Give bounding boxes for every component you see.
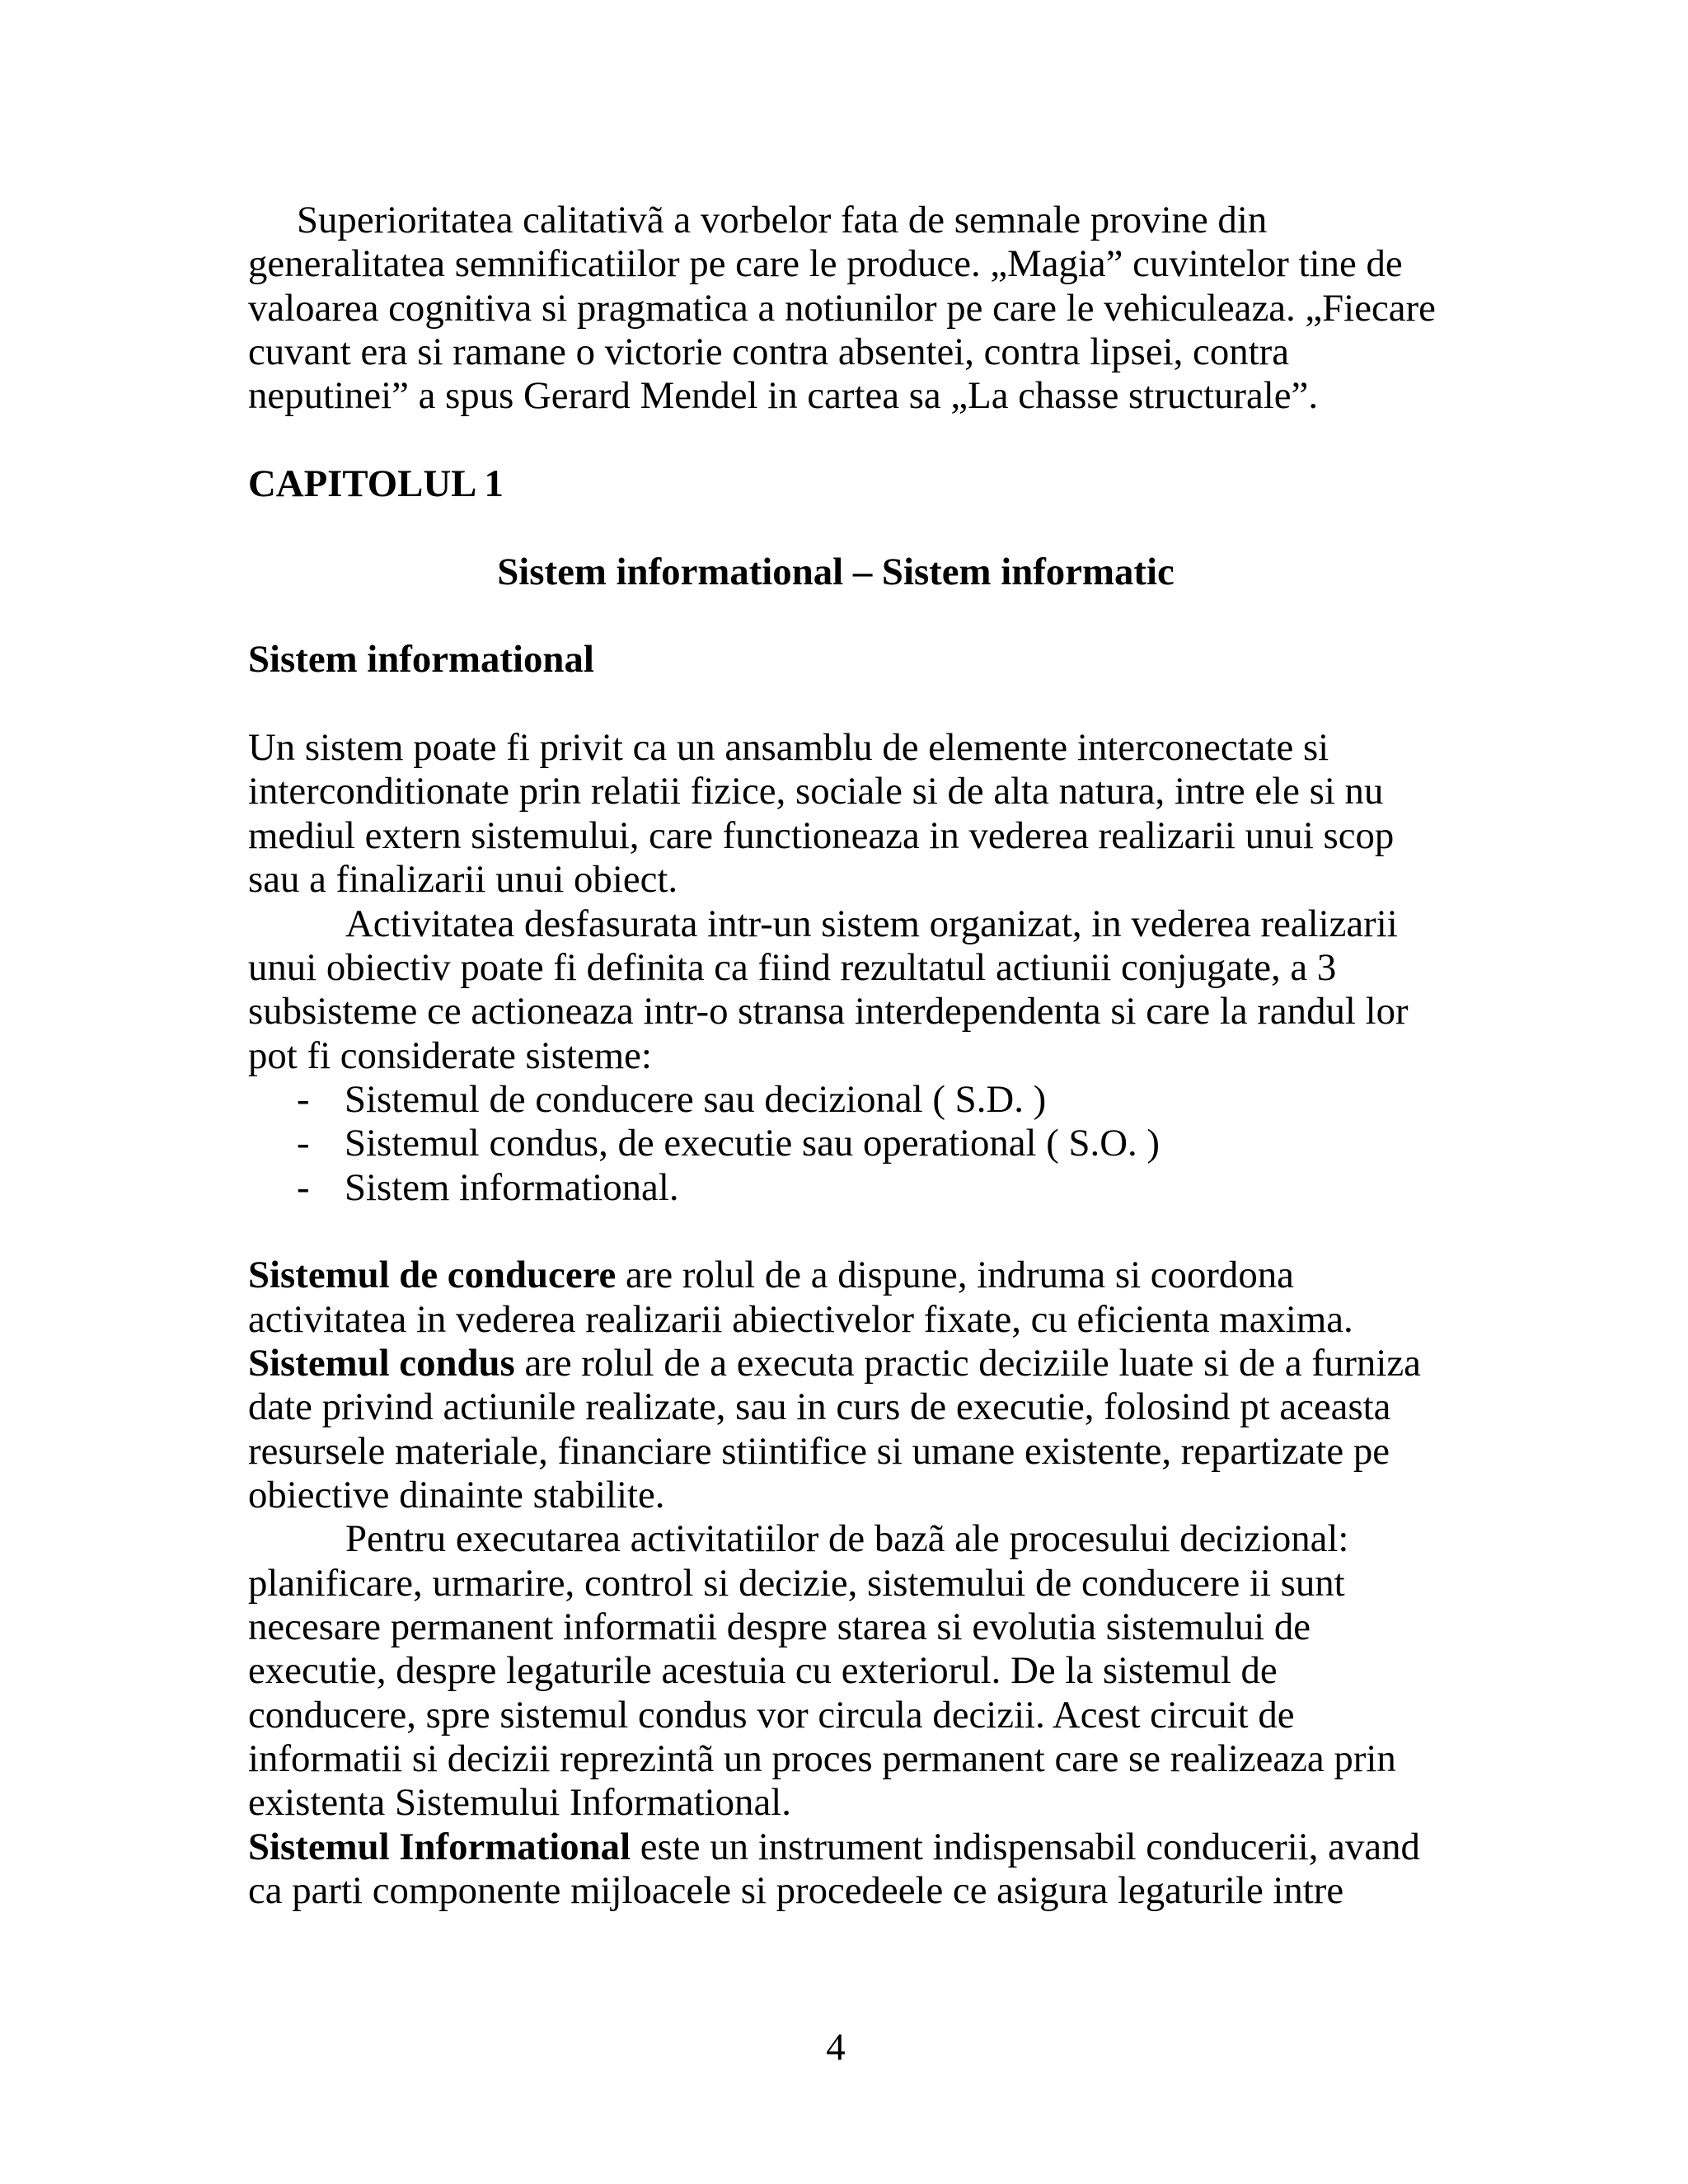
- paragraph-line: Superioritatea calitativã a vorbelor fata de semnale provine din: [297, 199, 1268, 241]
- paragraph-line: Un sistem poate fi privit ca un ansamblu de elemente interconectate si: [248, 726, 1329, 770]
- paragraph-line: informatii si decizii reprezintã un proces permanent care se realizeaza prin: [248, 1737, 1396, 1781]
- paragraph-line: valoarea cognitiva si pragmatica a notiunilor pe care le vehiculeaza. „Fiecare: [248, 286, 1436, 330]
- paragraph-line: date privind actiunile realizate, sau in curs de executie, folosind pt aceasta: [248, 1385, 1391, 1429]
- blank-line: [248, 506, 1440, 550]
- chapter-heading: CAPITOLUL 1: [248, 462, 504, 506]
- term-sistemul-condus: Sistemul condus: [248, 1341, 515, 1385]
- paragraph-line: cuvant era si ramane o victorie contra absentei, contra lipsei, contra: [248, 330, 1289, 374]
- paragraph-line: unui obiectiv poate fi definita ca fiind rezultatul actiunii conjugate, a 3: [248, 945, 1337, 989]
- paragraph-line: [248, 1825, 1440, 1869]
- paragraph-line: neputinei” a spus Gerard Mendel in cartea sa „La chasse structurale”.: [248, 374, 1319, 418]
- paragraph-line: Pentru executarea activitatiilor de bazã ale procesului decizional:: [345, 1517, 1349, 1561]
- paragraph-line: necesare permanent informatii despre starea si evolutia sistemului de: [248, 1605, 1311, 1648]
- blank-line: [248, 419, 1440, 462]
- paragraph-line: subsisteme ce actioneaza intr-o stransa interdependenta si care la randul lor: [248, 990, 1409, 1033]
- list-marker: -: [297, 1165, 310, 1209]
- line-text: are rolul de a dispune, indruma si coordona: [616, 1254, 1294, 1297]
- subsystems-list: [248, 1078, 1440, 1210]
- paragraph-line: sau a finalizarii unui obiect.: [248, 858, 678, 902]
- blank-line: [248, 1210, 1440, 1254]
- paragraph-line: existenta Sistemului Informational.: [248, 1781, 791, 1825]
- intro-paragraph: [248, 199, 1440, 419]
- list-item: [248, 1122, 1440, 1165]
- list-item-text: Sistemul de conducere sau decizional ( S.D. ): [345, 1077, 1047, 1121]
- paragraph-line: ca parti componente mijloacele si procedeele ce asigura legaturile intre: [248, 1869, 1344, 1913]
- blank-line: [248, 682, 1440, 726]
- list-marker: -: [297, 1122, 310, 1165]
- page-body: [248, 199, 1440, 1913]
- paragraph-line: resursele materiale, financiare stiintifice si umane existente, repartizate pe: [248, 1429, 1390, 1473]
- paragraph-line: Activitatea desfasurata intr-un sistem organizat, in vederea realizarii: [345, 902, 1398, 945]
- paragraph-line: mediul extern sistemului, care functioneaza in vederea realizarii unui scop: [248, 813, 1395, 857]
- list-item-text: Sistemul condus, de executie sau operational ( S.O. ): [345, 1122, 1160, 1165]
- line-text: are rolul de a executa practic deciziile luate si de a furniza: [514, 1341, 1421, 1385]
- paragraph-line: generalitatea semnificatiilor pe care le produce. „Magia” cuvintelor tine de: [248, 242, 1403, 286]
- list-item-text: Sistem informational.: [345, 1165, 679, 1209]
- activity-paragraph: [248, 902, 1440, 1078]
- paragraph-line: [248, 1254, 1440, 1297]
- paragraph-line: conducere, spre sistemul condus vor circula decizii. Acest circuit de: [248, 1693, 1295, 1736]
- term-sistemul-informational: Sistemul Informational: [248, 1825, 631, 1868]
- paragraph-line: activitatea in vederea realizarii abiectivelor fixate, cu eficienta maxima.: [248, 1297, 1353, 1341]
- paragraph-line: pot fi considerate sisteme:: [248, 1033, 652, 1077]
- page-number: 4: [826, 2026, 846, 2069]
- definition-paragraph: [248, 726, 1440, 902]
- section-title: Sistem informational – Sistem informatic: [497, 550, 1175, 593]
- paragraph-line: [248, 1342, 1440, 1385]
- blank-line: [248, 594, 1440, 638]
- list-marker: -: [297, 1077, 310, 1121]
- list-item: [248, 1078, 1440, 1122]
- paragraph-line: interconditionate prin relatii fizice, sociale si de alta natura, intre ele si nu: [248, 770, 1384, 813]
- paragraph-line: obiective dinainte stabilite.: [248, 1473, 665, 1516]
- paragraph-line: executie, despre legaturile acestuia cu exteriorul. De la sistemul de: [248, 1649, 1278, 1693]
- roles-paragraph: [248, 1254, 1440, 1517]
- informational-paragraph: [248, 1825, 1440, 1914]
- process-paragraph: [248, 1517, 1440, 1825]
- line-text: este un instrument indispensabil conducerii, avand: [631, 1825, 1420, 1868]
- paragraph-line: planificare, urmarire, control si decizie, sistemului de conducere ii sunt: [248, 1561, 1345, 1605]
- list-item: [248, 1166, 1440, 1210]
- term-sistemul-de-conducere: Sistemul de conducere: [248, 1254, 617, 1297]
- subsection-title: Sistem informational: [248, 638, 594, 682]
